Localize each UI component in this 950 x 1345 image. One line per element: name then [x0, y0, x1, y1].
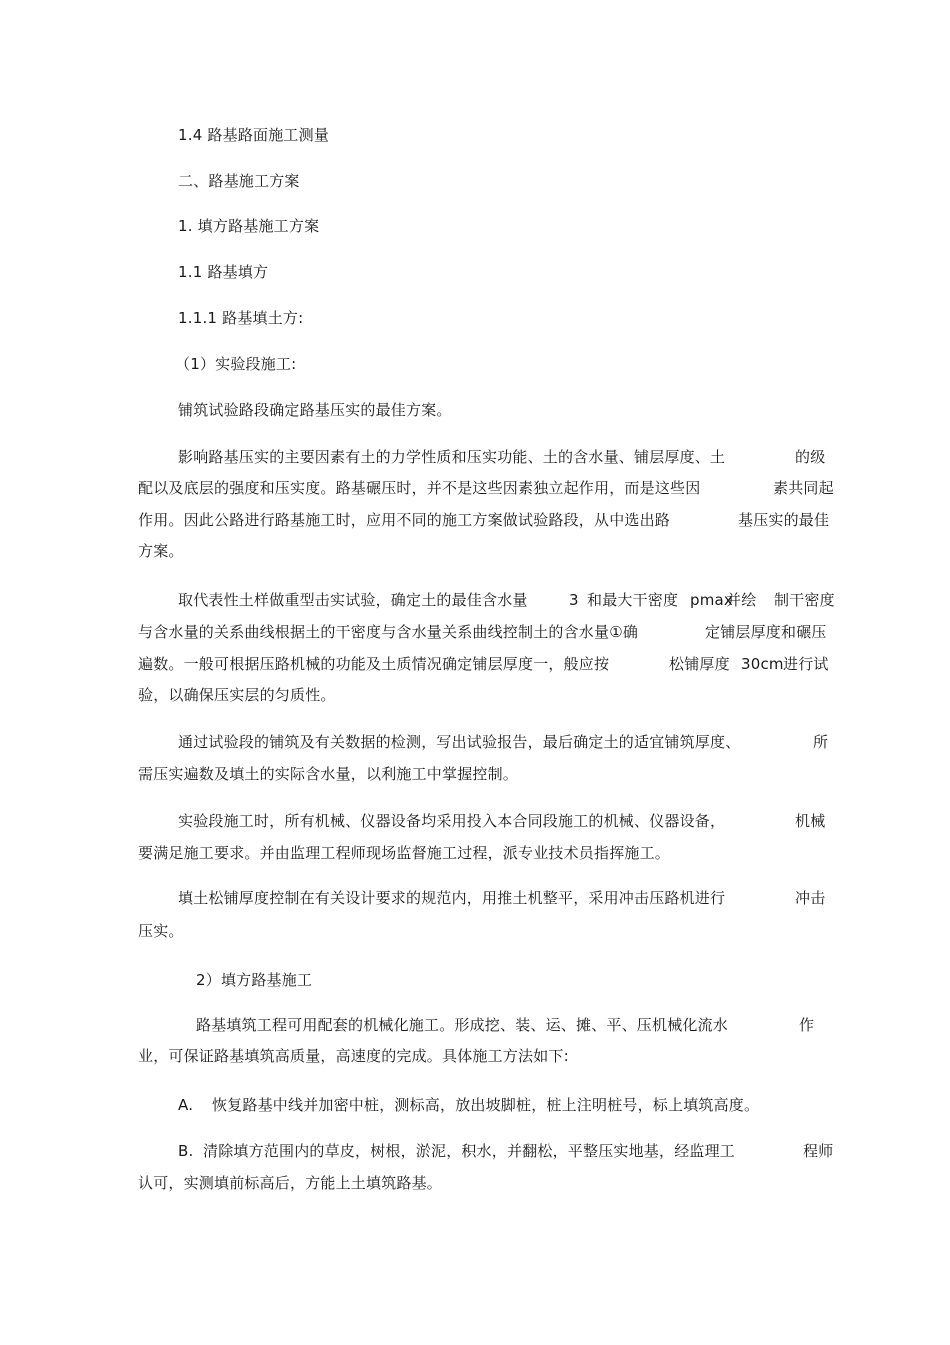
- heading-test-section: （1）实验段施工:: [175, 355, 297, 373]
- paragraph-3-line-1f: 制干密度: [774, 591, 835, 609]
- heading-section-2: 二、路基施工方案: [178, 172, 300, 190]
- paragraph-6-line-1b: 冲击: [795, 889, 826, 907]
- paragraph-7-line-1a: 路基填筑工程可用配套的机械化施工。形成挖、装、运、摊、平、压机械化流水: [196, 1016, 729, 1034]
- paragraph-3-line-1d: pmax: [690, 591, 734, 609]
- paragraph-4-line-1b: 所: [813, 733, 829, 751]
- paragraph-3-line-3c: 30cm: [741, 655, 784, 673]
- paragraph-4-line-1a: 通过试验段的铺筑及有关数据的检测，写出试验报告，最后确定土的适宜铺筑厚度、: [178, 733, 741, 751]
- item-a-label: A.: [178, 1096, 194, 1114]
- item-b-line-2: 认可，实测填前标高后，方能上土填筑路基。: [138, 1174, 443, 1192]
- paragraph-3-line-1c: 和最大干密度: [587, 591, 679, 609]
- item-b-line-1a: 清除填方范围内的草皮，树根，淤泥，积水，并翻松，平整压实地基，经监理工: [203, 1142, 736, 1160]
- paragraph-2-line-2a: 配以及底层的强度和压实度。路基碾压时，并不是这些因素独立起作用，而是这些因: [138, 479, 701, 497]
- heading-1-1-1: 1.1.1 路基填土方:: [178, 309, 304, 327]
- heading-1-1: 1.1 路基填方: [178, 263, 269, 281]
- paragraph-3-line-3a: 遍数。一般可根据压路机械的功能及土质情况确定铺层厚度一，般应按: [138, 655, 610, 673]
- paragraph-3-line-3b: 松铺厚度: [669, 655, 730, 673]
- heading-fill-roadbed: 2）填方路基施工: [196, 971, 313, 989]
- paragraph-5-line-1a: 实验段施工时，所有机械、仪器设备均采用投入本合同段施工的机械、仪器设备，: [178, 812, 726, 830]
- paragraph-3-line-3d: 进行试: [783, 655, 829, 673]
- paragraph-1: 铺筑试验路段确定路基压实的最佳方案。: [178, 401, 452, 419]
- paragraph-6-line-2: 压实。: [138, 922, 184, 940]
- item-a-text: 恢复路基中线并加密中桩，测标高，放出坡脚桩，桩上注明桩号，标上填筑高度。: [212, 1096, 760, 1114]
- paragraph-6-line-1a: 填土松铺厚度控制在有关设计要求的规范内，用推土机整平，采用冲击压路机进行: [178, 889, 726, 907]
- heading-1: 1. 填方路基施工方案: [178, 217, 320, 235]
- paragraph-3-line-1a: 取代表性土样做重型击实试验，确定土的最佳含水量: [178, 591, 528, 609]
- paragraph-2-line-3a: 作用。因此公路进行路基施工时，应用不同的施工方案做试验路段，从中选出路: [138, 511, 671, 529]
- paragraph-5-line-1b: 机械: [795, 812, 826, 830]
- paragraph-3-line-2b: 定铺层厚度和碾压: [705, 623, 827, 641]
- paragraph-7-line-2: 业，可保证路基填筑高质量，高速度的完成。具体施工方法如下:: [138, 1047, 569, 1065]
- paragraph-2-line-1b: 的级: [795, 448, 826, 466]
- paragraph-3-line-4: 验，以确保压实层的匀质性。: [138, 686, 336, 704]
- paragraph-7-line-1b: 作: [799, 1016, 815, 1034]
- paragraph-5-line-2: 要满足施工要求。并由监理工程师现场监督施工过程，派专业技术员指挥施工。: [138, 844, 671, 862]
- paragraph-4-line-2: 需压实遍数及填土的实际含水量，以利施工中掌握控制。: [138, 765, 519, 783]
- item-b-label: B.: [178, 1142, 194, 1160]
- paragraph-2-line-1a: 影响路基压实的主要因素有土的力学性质和压实功能、土的含水量、铺层厚度、土: [178, 448, 726, 466]
- paragraph-3-line-1b: 3: [569, 591, 579, 609]
- paragraph-2-line-2b: 素共同起: [773, 479, 834, 497]
- paragraph-3-line-1e: 并绘: [726, 591, 757, 609]
- paragraph-2-line-4: 方案。: [138, 542, 184, 560]
- heading-1-4: 1.4 路基路面施工测量: [178, 126, 330, 144]
- paragraph-3-line-2a: 与含水量的关系曲线根据土的干密度与含水量关系曲线控制土的含水量①确: [138, 623, 639, 641]
- paragraph-2-line-3b: 基压实的最佳: [738, 511, 830, 529]
- item-b-line-1b: 程师: [803, 1142, 834, 1160]
